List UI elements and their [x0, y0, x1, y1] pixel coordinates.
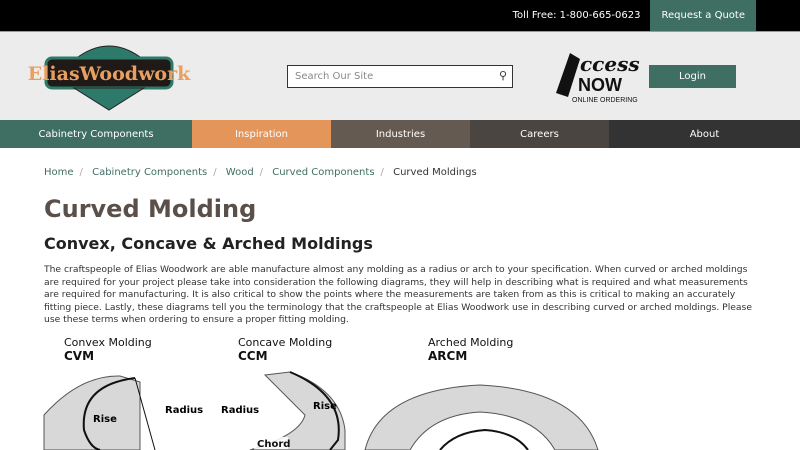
- search-placeholder: Search Our Site: [295, 71, 374, 82]
- nav-about[interactable]: About: [609, 120, 800, 148]
- diagram-convex: [64, 336, 152, 363]
- elias-woodwork-logo[interactable]: [27, 40, 191, 116]
- search-input[interactable]: [287, 65, 513, 88]
- label-rise: Rise: [313, 401, 337, 412]
- breadcrumb-curved-components[interactable]: Curved Components: [272, 167, 375, 178]
- diagram-arched: [428, 336, 513, 363]
- diagram-code: ARCM: [428, 349, 468, 363]
- breadcrumb-cabinetry[interactable]: Cabinetry Components: [92, 167, 208, 178]
- svg-text:ONLINE ORDERING: ONLINE ORDERING: [572, 97, 638, 104]
- svg-text:ccess: ccess: [580, 52, 640, 76]
- label-rise: Rise: [93, 414, 117, 425]
- main-nav: [0, 120, 800, 148]
- breadcrumb-current: Curved Moldings: [393, 167, 477, 178]
- breadcrumb-wood[interactable]: Wood: [225, 167, 254, 178]
- header: [0, 31, 800, 120]
- page-title: Curved Molding: [44, 195, 257, 223]
- diagram-title: Concave Molding: [238, 336, 333, 349]
- diagram-code: CCM: [238, 349, 268, 363]
- label-radius: Radius: [221, 405, 260, 416]
- search-icon[interactable]: ⚲: [498, 69, 507, 82]
- svg-text:EliasWoodwork: EliasWoodwork: [27, 63, 191, 85]
- request-quote-button[interactable]: Request a Quote: [650, 0, 756, 31]
- label-chord: Chord: [257, 439, 291, 450]
- toll-free-phone[interactable]: Toll Free: 1-800-665-0623: [512, 10, 641, 21]
- breadcrumb-home[interactable]: Home: [44, 167, 74, 178]
- diagram-title: Convex Molding: [64, 336, 152, 349]
- diagram-title: Arched Molding: [428, 336, 514, 349]
- top-bar: [0, 0, 800, 31]
- diagram-code: CVM: [64, 349, 95, 363]
- molding-diagrams-illustration: [0, 370, 620, 450]
- diagram-concave: [238, 336, 332, 363]
- svg-text:NOW: NOW: [578, 75, 622, 95]
- label-radius: Radius: [165, 405, 204, 416]
- page-subtitle: Convex, Concave & Arched Moldings: [44, 234, 373, 253]
- nav-cabinetry-components[interactable]: Cabinetry Components: [0, 120, 192, 148]
- breadcrumb: Home / Cabinetry Components / Wood / Curved Components / Curved Moldings: [44, 167, 477, 178]
- intro-paragraph: The craftspeople of Elias Woodwork are able manufacture almost any molding as a radius or arch to your specification. When curved or arched moldings are required for your project please take into consideration the following diagrams, they will help in describing what is required and what measurements are required for manufacturing. It is also critical to show the points where the measurements are taken from as this is critical to making an accurately fitting piece. Lastly, these diagrams tell you the terminology that the craftspeople at Elias Woodwork use in describing curved or arched moldings. Please use these terms when ordering to ensure a proper fitting molding.: [44, 264, 753, 326]
- nav-careers[interactable]: Careers: [470, 120, 609, 148]
- login-button[interactable]: Login: [649, 65, 736, 88]
- nav-inspiration[interactable]: Inspiration: [192, 120, 331, 148]
- nav-industries[interactable]: Industries: [331, 120, 470, 148]
- access-now-logo[interactable]: [550, 49, 642, 109]
